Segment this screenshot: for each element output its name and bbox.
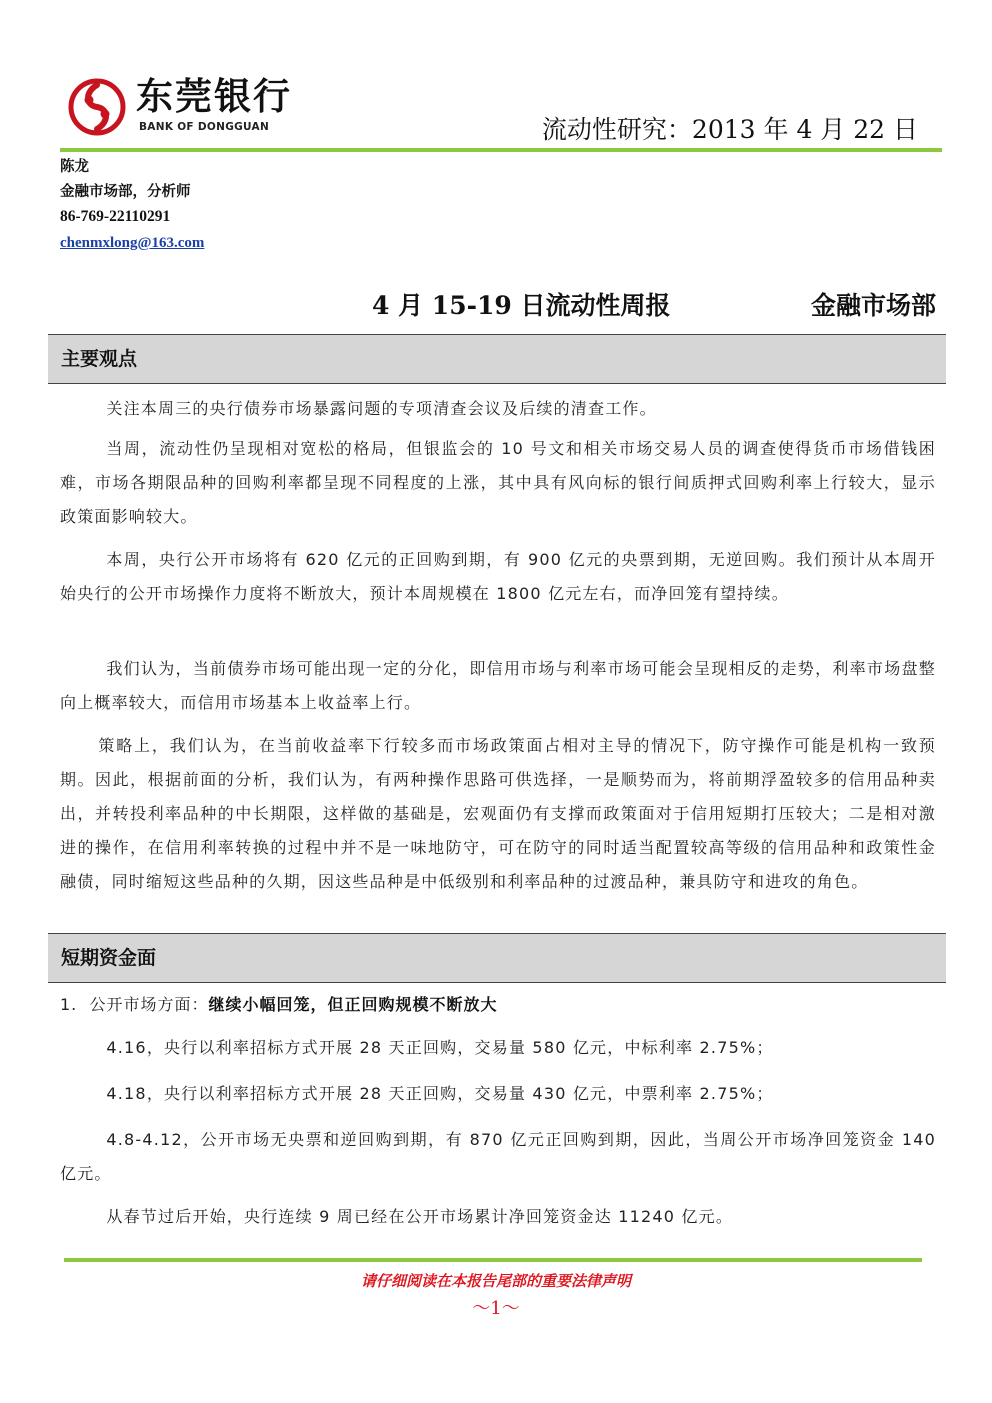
header-divider (60, 148, 942, 152)
report-department: 金融市场部 (810, 291, 936, 320)
item-label: 公开市场方面： (89, 995, 209, 1014)
paragraph: 关注本周三的央行债券市场暴露问题的专项清查会议及后续的清查工作。 (106, 399, 657, 418)
paragraph: 从春节过后开始，央行连续 9 周已经在公开市场累计净回笼资金达 11240 亿元。 (106, 1207, 734, 1226)
paragraph: 当周，流动性仍呈现相对宽松的格局，但银监会的 10 号文和相关市场交易人员的调查使得货币市场借钱困难，市场各期限品种的回购利率都呈现不同程度的上涨，其中具有风向标的银行间质押式回购利率上行较大，显示政策面影响较大。 (60, 439, 936, 526)
paragraph: 我们认为，当前债券市场可能出现一定的分化，即信用市场与利率市场可能会呈现相反的走势，利率市场盘整向上概率较大，而信用市场基本上收益率上行。 (60, 659, 936, 712)
author-role: 金融市场部，分析师 (60, 183, 191, 200)
paragraph: 4.8-4.12，公开市场无央票和逆回购到期，有 870 亿元正回购到期，因此，当周公开市场净回笼资金 140 亿元。 (60, 1130, 936, 1183)
paragraph: 4.16，央行以利率招标方式开展 28 天正回购，交易量 580 亿元，中标利率 2.75%； (106, 1038, 774, 1057)
author-phone: 86-769-22110291 (60, 208, 171, 225)
section-header-main-views (48, 334, 946, 384)
page-number: ～1～ (472, 1298, 520, 1319)
logo-english-name: BANK OF DONGGUAN (139, 121, 270, 133)
report-title: 4 月 15-19 日流动性周报 (372, 291, 671, 320)
legal-notice: 请仔细阅读在本报告尾部的重要法律声明 (360, 1272, 631, 1290)
item-number: 1. (60, 995, 78, 1014)
paragraph: 本周，央行公开市场将有 620 亿元的正回购到期，有 900 亿元的央票到期，无逆回购。我们预计从本周开始央行的公开市场操作力度将不断放大，预计本周规模在 1800 亿元左右，而净回笼有望持续。 (60, 550, 936, 603)
author-email-link[interactable]: chenmxlong@163.com (60, 235, 205, 251)
bank-logo-icon (68, 78, 126, 136)
author-name: 陈龙 (60, 158, 89, 175)
header-title: 流动性研究：2013 年 4 月 22 日 (541, 115, 918, 144)
section-header-short-term-funds (48, 933, 946, 983)
paragraph: 4.18，央行以利率招标方式开展 28 天正回购，交易量 430 亿元，中票利率 2.75%； (106, 1084, 774, 1103)
item-highlight: 继续小幅回笼，但正回购规模不断放大 (208, 995, 498, 1014)
list-item-open-market (60, 992, 497, 1018)
logo-chinese-name: 东莞银行 (136, 74, 292, 118)
section-heading: 短期资金面 (61, 947, 157, 969)
section-heading: 主要观点 (61, 348, 138, 370)
paragraph: 策略上，我们认为，在当前收益率下行较多而市场政策面占相对主导的情况下，防守操作可能是机构一致预期。因此，根据前面的分析，我们认为，有两种操作思路可供选择，一是顺势而为，将前期浮盈较多的信用品种卖出，并转投利率品种的中长期限，这样做的基础是，宏观面仍有支撑而政策面对于信用短期打压较大；二是相对激进的操作，在信用利率转换的过程中并不是一味地防守，可在防守的同时适当配置较高等级的信用品种和政策性金融债，同时缩短这些品种的久期，因这些品种是中低级别和利率品种的过渡品种，兼具防守和进攻的角色。 (60, 736, 936, 891)
footer-divider (64, 1258, 922, 1262)
